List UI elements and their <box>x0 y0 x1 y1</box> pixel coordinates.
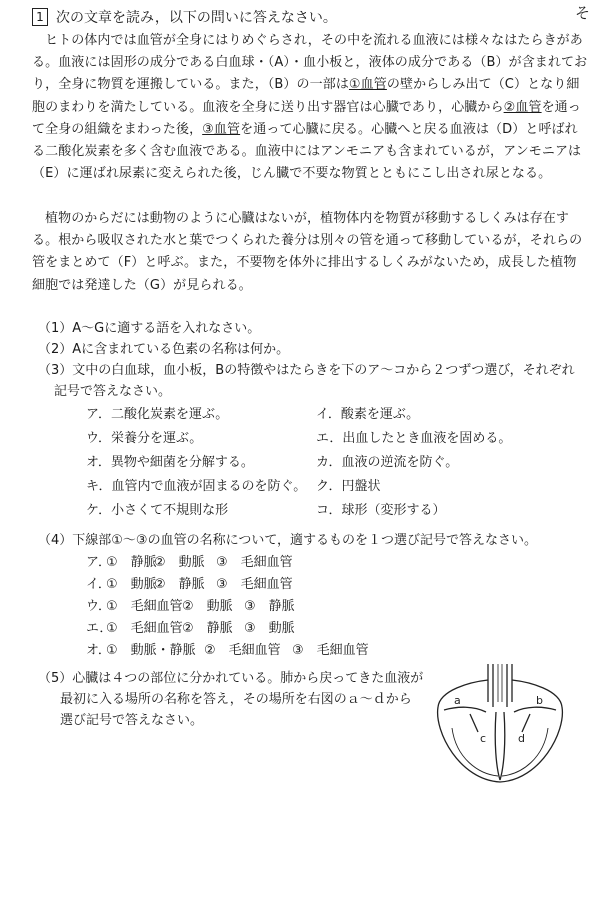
choice-ko: コ．球形（変形する） <box>316 503 446 518</box>
choice-a: ア．二酸化炭素を運ぶ。 <box>86 407 229 422</box>
choice-u: ウ．栄養分を運ぶ。 <box>86 431 203 446</box>
question-2: （2）Aに含まれている色素の名称は何か。 <box>38 342 290 357</box>
question-5-line-3: 選び記号で答えなさい。 <box>60 713 204 728</box>
option-row: オ．① 動脈・静脈 ② 毛細血管 ③ 毛細血管 <box>86 643 369 658</box>
option-row: ウ．① 毛細血管② 動脈 ③ 静脈 <box>86 599 295 614</box>
passage-text-4: を通って心臓に戻る。心臓へと戻る血液は（D）と呼ばれる二酸化炭素を多く含む血液である。血液中にはアンモニアも含まれているが，アンモニアは（E）に運ばれ尿素に変えられた後，じん臓で不要な物質とともにこし出され尿となる。 <box>32 121 582 182</box>
passage-text-3: を通って全身の組織をまわった後， <box>32 99 581 137</box>
question-5-line-1: （5）心臓は４つの部位に分かれている。肺から戻ってきた血液が <box>38 671 424 686</box>
heart-label-b: b <box>536 694 543 707</box>
passage-paragraph-animals <box>32 30 588 185</box>
heart-label-d: d <box>518 732 525 745</box>
passage-text-plants: 植物のからだには動物のように心臓はないが，植物体内を物質が移動するしくみは存在する。根から吸収された水と葉でつくられた養分は別々の管を通って移動しているが，それらの管をまとめて（F）と呼ぶ。また，不要物を体外に排出するしくみがないため，成長した植物細胞では発達した（G）が見られる。 <box>32 211 583 293</box>
question-number-box: 1 <box>32 8 48 26</box>
option-row: エ．① 毛細血管② 静脈 ③ 動脈 <box>86 621 295 636</box>
question-5 <box>38 668 428 731</box>
question-instruction: 次の文章を読み，以下の問いに答えなさい。 <box>56 10 337 26</box>
heart-diagram <box>430 662 570 787</box>
question-5-line-2: 最初に入る場所の名称を答え，その場所を右図のａ～ｄから <box>60 692 412 707</box>
question-3-choices <box>38 405 588 530</box>
question-4-options <box>38 553 588 665</box>
option-row: ア．① 静脈② 動脈 ③ 毛細血管 <box>86 555 293 570</box>
question-4: （4）下線部①～③の血管の名称について，適するものを１つ選び記号で答えなさい。 <box>38 533 538 548</box>
heart-label-a: a <box>454 694 461 707</box>
question-header <box>32 8 337 28</box>
question-1: （1）A～Gに適する語を入れなさい。 <box>38 321 261 336</box>
choice-i: イ．酸素を運ぶ。 <box>316 407 420 422</box>
passage-text-1: ヒトの体内では血管が全身にはりめぐらされ，その中を流れる血液には様々なはたらきがある。血液には固形の成分である白血球・（A）・血小板と，液体の成分である（B）が含まれており，全身に物質を運搬している。また，（B）の一部は <box>32 33 588 93</box>
underline-vessel-3: ③血管 <box>202 121 241 137</box>
corner-mark: そ <box>574 4 590 22</box>
question-3-line-2: 記号で答えなさい。 <box>54 384 172 399</box>
passage-paragraph-plants <box>32 208 588 297</box>
choice-e: エ．出血したとき血液を固める。 <box>316 431 512 446</box>
question-list <box>38 318 588 665</box>
choice-ku: ク．円盤状 <box>316 479 381 494</box>
choice-ka: カ．血液の逆流を防ぐ。 <box>316 455 459 470</box>
underline-vessel-1: ①血管 <box>348 77 387 93</box>
question-3-line-1: （3）文中の白血球，血小板，Bの特徴やはたらきを下のア～コから２つずつ選び，それぞれ <box>38 363 575 378</box>
underline-vessel-2: ②血管 <box>503 99 542 115</box>
passage-text-2: の壁からしみ出て（C）となり細胞のまわりを満たしている。血液を全身に送り出す器官は心臓であり，心臓から <box>32 77 580 115</box>
choice-o: オ．異物や細菌を分解する。 <box>86 455 254 470</box>
choice-ki: キ．血管内で血液が固まるのを防ぐ。 <box>86 479 307 494</box>
choice-ke: ケ．小さくて不規則な形 <box>86 503 229 518</box>
option-row: イ．① 動脈② 静脈 ③ 毛細血管 <box>86 577 293 592</box>
heart-label-c: c <box>480 732 487 745</box>
